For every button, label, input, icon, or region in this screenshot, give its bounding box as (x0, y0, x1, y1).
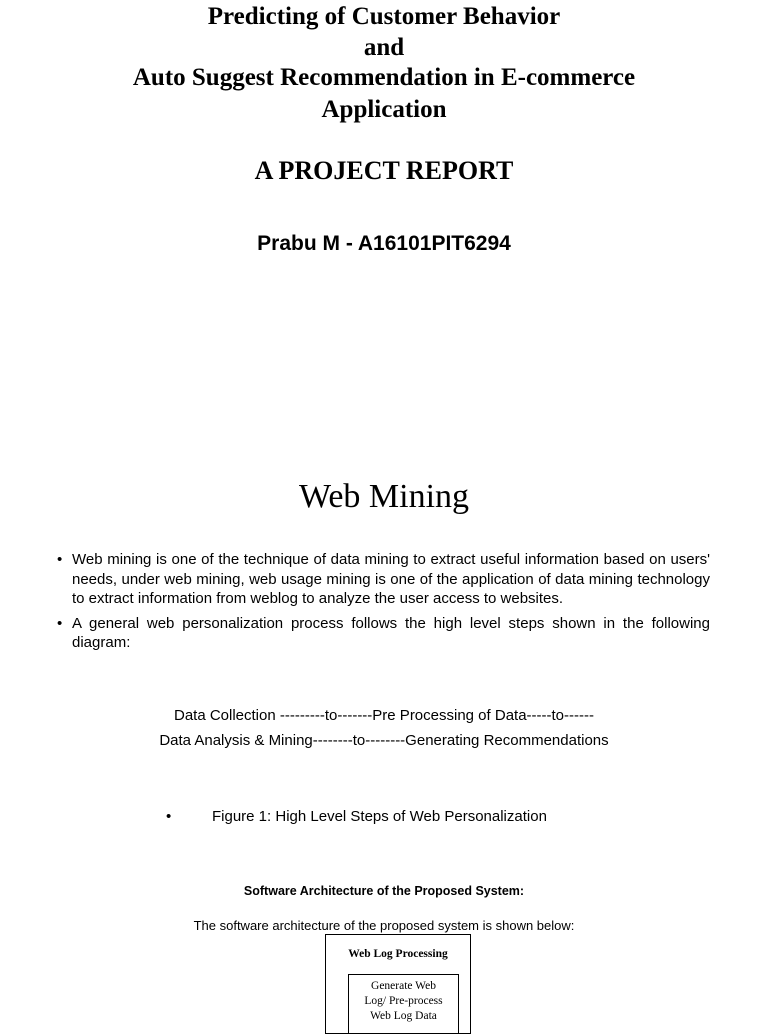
process-steps-line-1: Data Collection ---------to-------Pre Processing of Data-----to------ (173, 707, 594, 724)
diagram-step-line: Web Log Data (370, 1010, 437, 1022)
diagram-step-line: Generate Web (371, 980, 436, 992)
architecture-title: Software Architecture of the Proposed System: (243, 884, 525, 898)
process-steps-line-2: Data Analysis & Mining--------to--------Generating Recommendations (159, 732, 609, 749)
title-line-2: and (363, 34, 405, 61)
architecture-intro: The software architecture of the proposed system is shown below: (193, 918, 575, 933)
author-line: Prabu M - A16101PIT6294 (257, 232, 511, 255)
bullet-item: • Web mining is one of the technique of data mining to extract useful information based on users' needs, under web mining, web usage mining is one of the application of data mining technology to extract information from weblog to analyze the user access to websites. (56, 550, 710, 609)
title-line-1: Predicting of Customer Behavior (207, 3, 561, 30)
title-line-3: Auto Suggest Recommendation in E-commerce (132, 64, 636, 91)
bullet-item: • A general web personalization process follows the high level steps shown in the following diagram: (56, 614, 710, 653)
title-line-4: Application (321, 96, 447, 123)
section-heading: Web Mining (298, 478, 470, 515)
diagram-step-line: Log/ Pre-process (364, 995, 443, 1007)
bullet-list (56, 550, 710, 658)
diagram-step-box (348, 974, 459, 1034)
diagram-box-title: Web Log Processing (348, 948, 448, 960)
report-label: A PROJECT REPORT (254, 156, 514, 185)
figure-caption: Figure 1: High Level Steps of Web Personalization (212, 808, 547, 825)
architecture-diagram-box (325, 934, 471, 1034)
figure-bullet: • (166, 808, 172, 825)
